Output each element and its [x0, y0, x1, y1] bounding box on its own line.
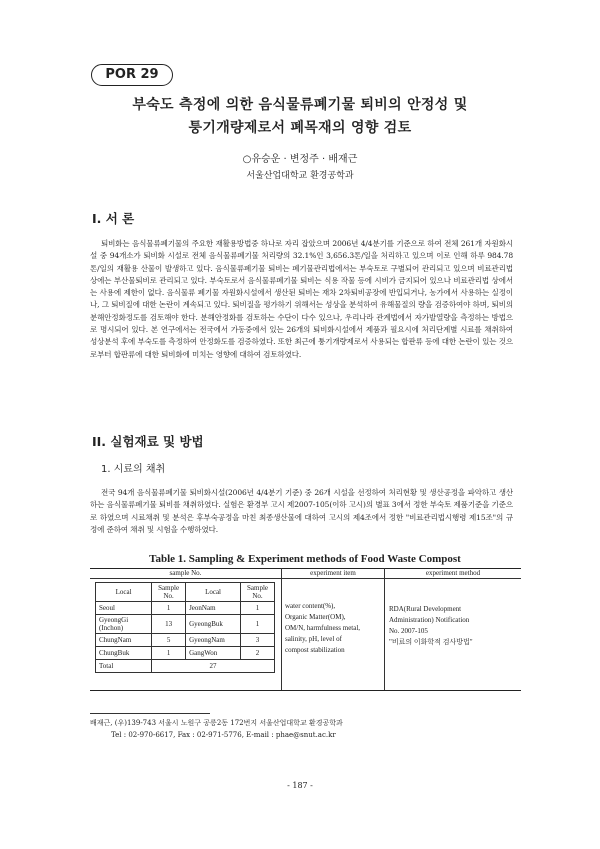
sample-table [95, 582, 275, 673]
intro-paragraph: 퇴비화는 음식물류폐기물의 주요한 재활용방법중 하나로 자리 잡았으며 2006년 4/4분기를 기준으로 하여 전체 261개 자원화시설 중 94개소가 퇴비화 시설로 전체 음식물류폐기물 처리량의 32.1%인 3,656.3톤/일을 처리하고 있으며 이로 인해 하루 984.78톤/일의 재활용 산물이 발생하고 있다. 음식물류폐기물 퇴비는 폐기물관리법에서는 부숙토로 구별되어 관리되고 있으며 비료관리법 상에는 부산물퇴비로 관리되고 있다. 부숙토로서 음식물류폐기물 퇴비는 식용 작물 등에 시비가 금지되어 있으나 비료관리법 상에서는 사용에 제한이 없다. 음식물류 폐기물 자원화시설에서 생산된 퇴비는 재차 2차퇴비공장에 반입되거나, 농가에서 사용하는 실정이나, 그 퇴비질에 대한 논란이 계속되고 있다. 퇴비질을 평가하기 위해서는 성상을 분석하여 유해물질의 량을 검증하여야 하며, 퇴비의 분해안정화정도를 검토해야 한다. 분해안정화를 검토하는 수단이 다수 있으나, 우리나라 관계법에서 자가발열량을 측정하는 방법으로 명시되어 있다. 본 연구에서는 전국에서 가동중에서 있는 26개의 퇴비화시설에서 제품과 필요시에 처리단계별 시료를 채취하여 성상분석 후에 부숙도를 측정하여 안정화도를 검증하였다. 또한 최근에 퉁기개량제로서 사용되는 합판류 등에 대한 논란이 있는 것으로부터 합판류에 대한 퇴비화에 미치는 영향에 대하여 검토하였다. [90, 239, 513, 359]
experiment-item: water content(%), [285, 602, 336, 610]
experiment-items [285, 601, 383, 656]
header-experiment-item: experiment item [310, 569, 356, 577]
cell-count: 1 [152, 602, 186, 615]
cell-local: GyeongBuk [186, 615, 241, 634]
cell-count: 3 [241, 634, 275, 647]
table-bottom-rule [90, 690, 521, 691]
paper-title-line-1: 부숙도 측정에 의한 음식물류폐기물 퇴비의 안정성 및 [132, 97, 468, 113]
cell-local: GyeongNam [186, 634, 241, 647]
paper-code-badge: POR 29 [91, 64, 173, 86]
section-heading-methods: II. 실험재료 및 방법 [92, 434, 204, 449]
cell-count: 1 [241, 602, 275, 615]
table-total-row [96, 660, 275, 673]
section-heading-intro: I. 서 론 [92, 211, 135, 226]
experiment-item: OM/N, harmfulness metal, [285, 624, 361, 632]
experiment-item: compost stabilization [285, 646, 345, 654]
table-caption: Table 1. Sampling & Experiment methods of Food Waste Compost [149, 553, 461, 565]
paper-title-line-2: 퉁기개량제로서 폐목재의 영향 검토 [188, 120, 412, 136]
cell-local: GyeongGi (Inchon) [96, 615, 152, 634]
cell-local: JeonNam [186, 602, 241, 615]
col-local-2: Local [186, 583, 241, 602]
header-sample-no: sample No. [169, 569, 202, 577]
sample-table-header-row [96, 583, 275, 602]
cell-local: GangWon [186, 647, 241, 660]
cell-count: 13 [152, 615, 186, 634]
footnote-rule [90, 713, 210, 714]
page-number: - 187 - [287, 781, 313, 790]
cell-count: 5 [152, 634, 186, 647]
cell-local: Seoul [96, 602, 152, 615]
col-sample-no-2: Sample No. [241, 583, 275, 602]
table-divider-1 [281, 568, 282, 690]
cell-total-label: Total [96, 660, 152, 673]
col-local-1: Local [96, 583, 152, 602]
experiment-method: RDA(Rural Development [389, 605, 462, 613]
cell-local: ChungNam [96, 634, 152, 647]
affiliation: 서울산업대학교 환경공학과 [246, 171, 354, 181]
cell-local: ChungBuk [96, 647, 152, 660]
authors: ○유승운 · 변정주 · 배재근 [242, 154, 358, 165]
cell-count: 1 [152, 647, 186, 660]
experiment-item: Organic Matter(OM), [285, 613, 346, 621]
methods-paragraph: 전국 94개 음식물류폐기물 퇴비화시설(2006년 4/4분기 기준) 중 26개 시설을 선정하여 처리현황 및 생산공정을 파악하고 생산하는 음식물류폐기물 퇴비를 채취하였다. 실험은 환경부 고시 제2007-105(이하 고시)의 별표 3에서 정한 부숙토 제품기준을 기준으로 하였으며 시료채취 및 분석은 후부숙공정을 마친 최종생산물에 대하여 고시의 제4조에서 정한 "비료관리법시행령 제15조"의 규정에 준하여 채취 및 시험을 수행하였다. [90, 488, 513, 534]
footnote-contact: Tel : 02-970-6617, Fax : 02-971-5776, E-mail : phae@snut.ac.kr [111, 731, 336, 739]
cell-count: 2 [241, 647, 275, 660]
experiment-method: No. 2007-105 [389, 627, 428, 635]
experiment-item: salinity, pH, level of [285, 635, 342, 643]
table-row [96, 634, 275, 647]
cell-count: 1 [241, 615, 275, 634]
footnote-address: 배재근, (우)139-743 서울시 노원구 공릉2동 172번지 서울산업대학교 환경공학과 [90, 719, 343, 727]
subsection-heading-sampling: 1. 시료의 채취 [101, 464, 166, 475]
cell-total-value: 27 [152, 660, 275, 673]
table-divider-2 [384, 568, 385, 690]
header-experiment-method: experiment method [425, 569, 481, 577]
table-row [96, 615, 275, 634]
experiment-method: Administration) Notification [389, 616, 470, 624]
table-row [96, 602, 275, 615]
col-sample-no-1: Sample No. [152, 583, 186, 602]
experiment-method: "비료의 이화학적 검사방법" [389, 638, 473, 646]
experiment-methods [389, 604, 519, 648]
table-row [96, 647, 275, 660]
